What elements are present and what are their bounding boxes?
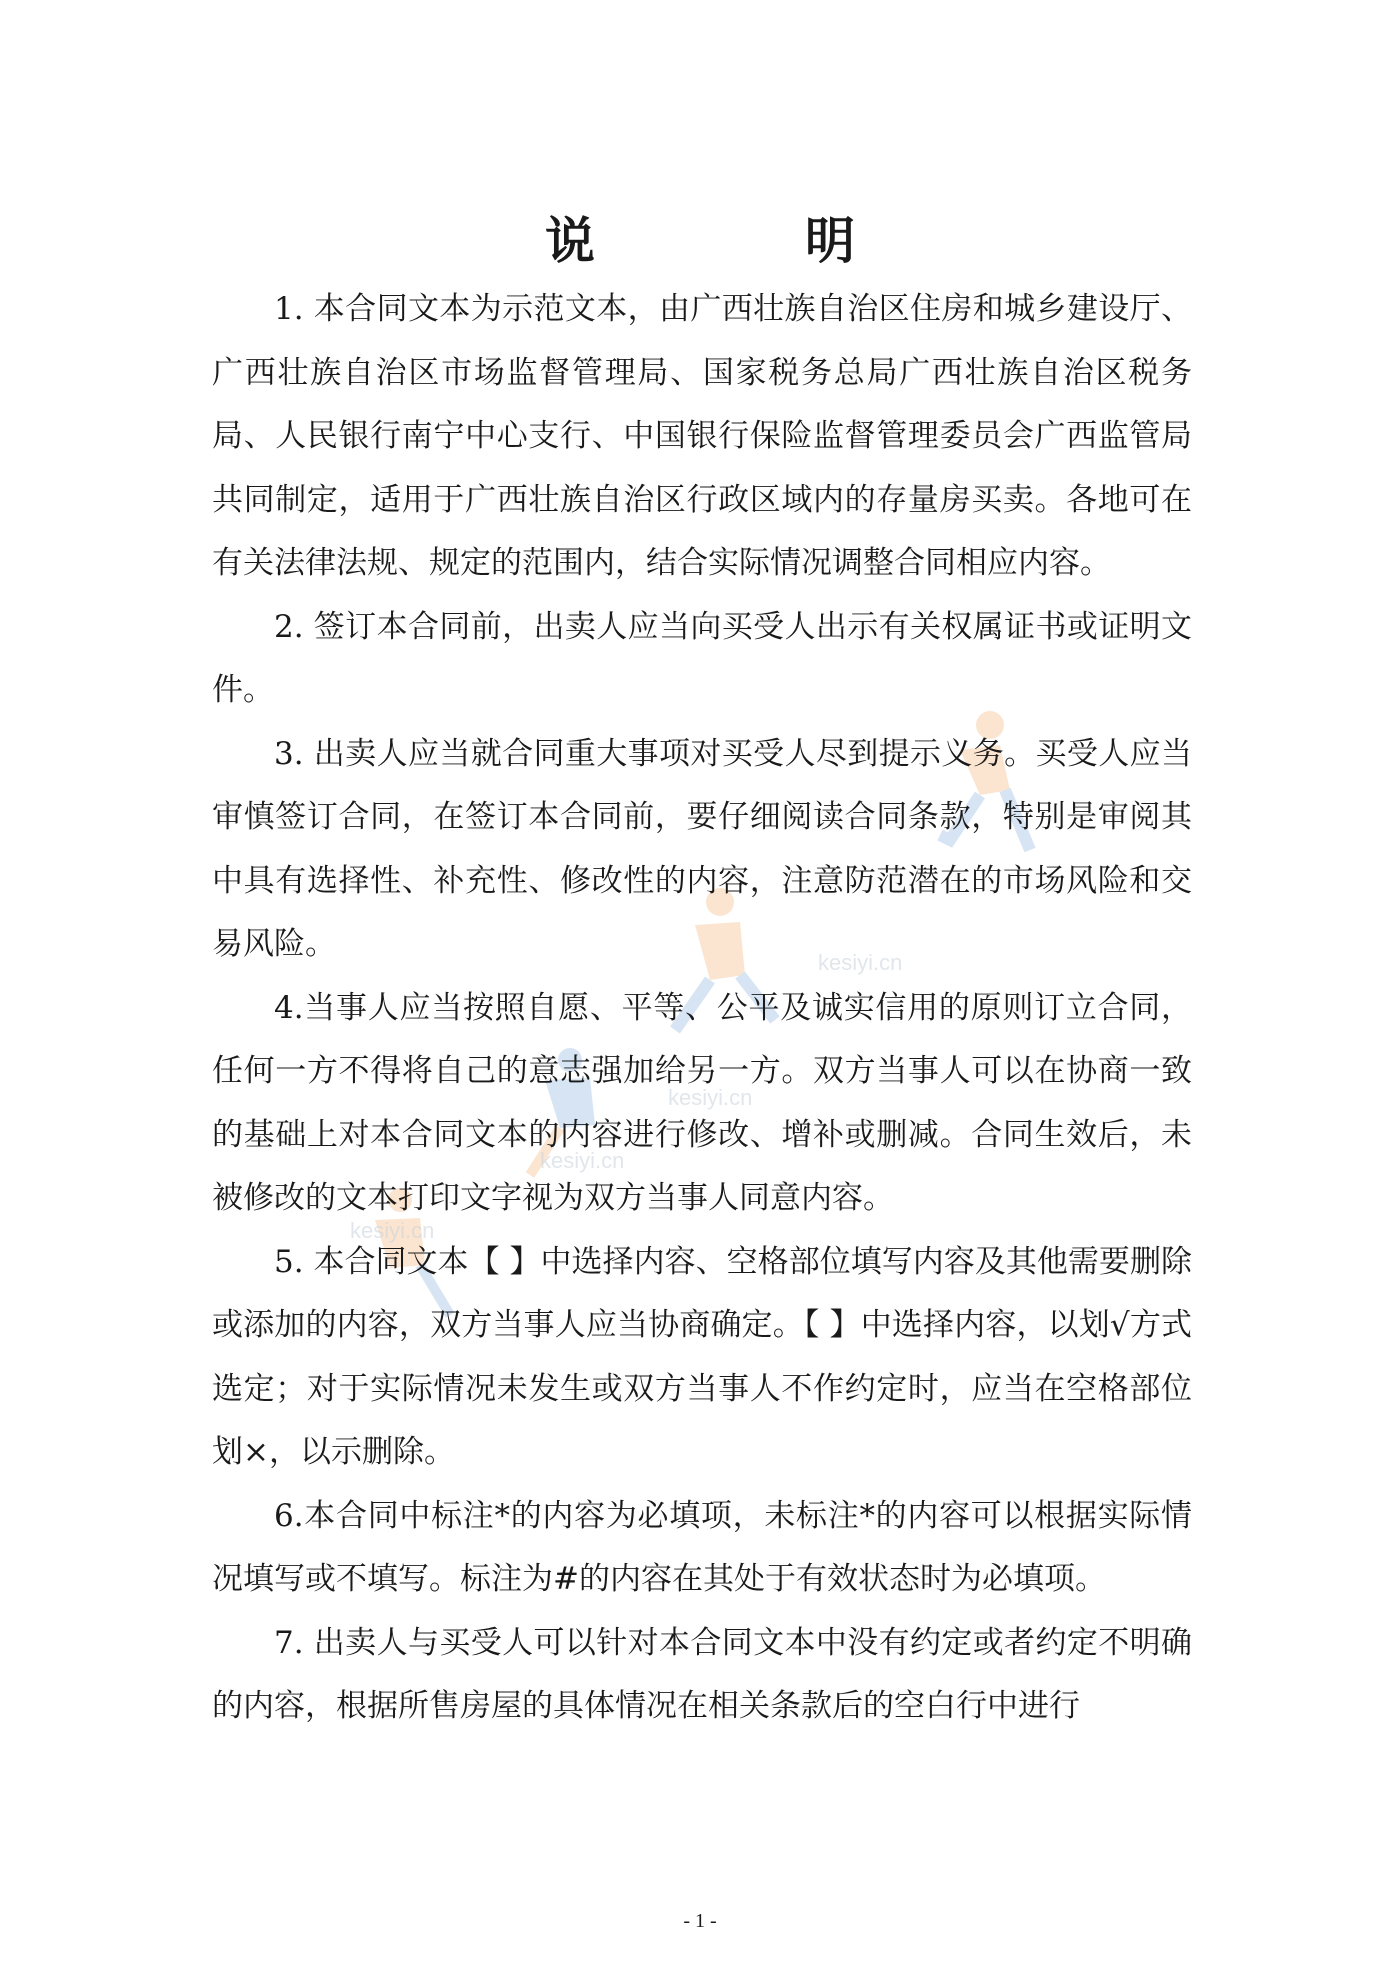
instruction-paragraph-3: 3. 出卖人应当就合同重大事项对买受人尽到提示义务。买受人应当审慎签订合同，在签订本合同前，要仔细阅读合同条款，特别是审阅其中具有选择性、补充性、修改性的内容，注意防范潜在的市场风险和交易风险。	[212, 735, 1192, 962]
instruction-paragraph-2: 2. 签订本合同前，出卖人应当向买受人出示有关权属证书或证明文件。	[212, 608, 1192, 708]
instructions-body	[212, 278, 1192, 1739]
instruction-paragraph-6: 6.本合同中标注*的内容为必填项，未标注*的内容可以根据实际情况填写或不填写。标注为#的内容在其处于有效状态时为必填项。	[212, 1497, 1192, 1597]
page-number: - 1 -	[683, 1910, 717, 1932]
instruction-paragraph-5: 5. 本合同文本【 】中选择内容、空格部位填写内容及其他需要删除或添加的内容，双方当事人应当协商确定。【 】中选择内容，以划√方式选定；对于实际情况未发生或双方当事人不作约定时，应当在空格部位划×，以示删除。	[212, 1243, 1192, 1470]
watermark-text: kesiyi.cn	[818, 950, 903, 975]
page-title: 说 明	[545, 210, 935, 270]
instruction-paragraph-4: 4.当事人应当按照自愿、平等、公平及诚实信用的原则订立合同，任何一方不得将自己的意志强加给另一方。双方当事人可以在协商一致的基础上对本合同文本的内容进行修改、增补或删减。合同生效后，未被修改的文本打印文字视为双方当事人同意内容。	[212, 989, 1192, 1216]
instruction-paragraph-7: 7. 出卖人与买受人可以针对本合同文本中没有约定或者约定不明确的内容，根据所售房屋的具体情况在相关条款后的空白行中进行	[212, 1624, 1192, 1724]
watermark-text: kesiyi.cn	[668, 1085, 753, 1110]
watermark-text: kesiyi.cn	[350, 1218, 435, 1243]
watermark-text: kesiyi.cn	[540, 1148, 625, 1173]
instruction-paragraph-1: 1. 本合同文本为示范文本，由广西壮族自治区住房和城乡建设厅、广西壮族自治区市场监督管理局、国家税务总局广西壮族自治区税务局、人民银行南宁中心支行、中国银行保险监督管理委员会广西监管局共同制定，适用于广西壮族自治区行政区域内的存量房买卖。各地可在有关法律法规、规定的范围内，结合实际情况调整合同相应内容。	[212, 291, 1192, 581]
